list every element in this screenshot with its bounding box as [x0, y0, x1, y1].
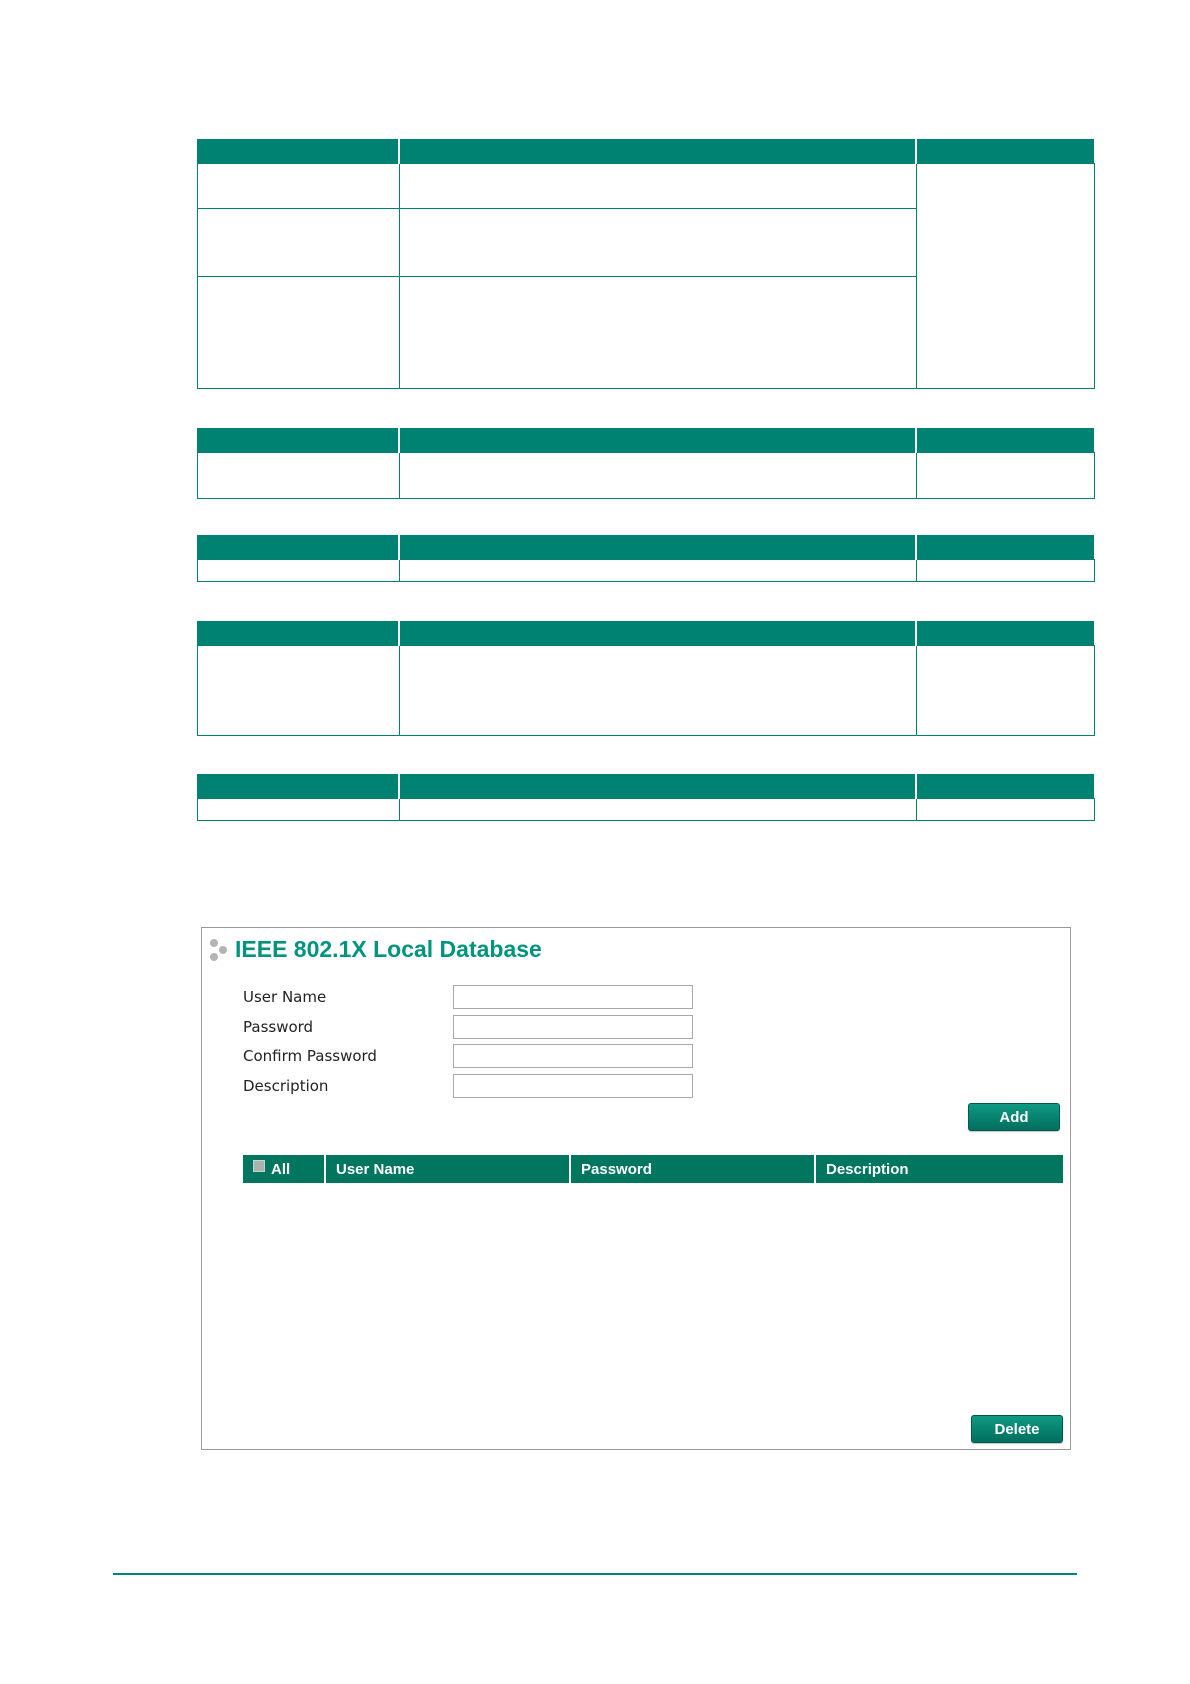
select-all-checkbox[interactable] — [253, 1160, 265, 1172]
local-database-panel — [201, 927, 1071, 1450]
reference-table-1 — [197, 139, 1095, 389]
password-label: Password — [243, 1018, 314, 1036]
panel-title-text: IEEE 802.1X Local Database — [235, 936, 542, 962]
description-column-header: Description — [816, 1155, 1063, 1183]
table-header-row — [198, 428, 1095, 453]
table-row — [198, 560, 1095, 582]
reference-table-3 — [197, 535, 1095, 582]
add-button[interactable]: Add — [968, 1103, 1060, 1131]
password-column-header: Password — [571, 1155, 814, 1183]
table-row — [198, 453, 1095, 499]
description-row — [243, 1074, 713, 1098]
panel-title — [210, 936, 542, 963]
table-header-row — [198, 621, 1095, 646]
confirm-password-input[interactable] — [453, 1044, 693, 1068]
description-label: Description — [243, 1077, 329, 1095]
bullet-dots-icon — [210, 937, 232, 963]
user-name-label: User Name — [243, 988, 327, 1006]
all-label: All — [271, 1160, 291, 1178]
table-row — [198, 646, 1095, 736]
table-header-row — [198, 774, 1095, 799]
user-name-column-header: User Name — [326, 1155, 569, 1183]
table-header-row — [198, 535, 1095, 560]
confirm-password-row — [243, 1044, 713, 1068]
description-input[interactable] — [453, 1074, 693, 1098]
table-row — [198, 799, 1095, 821]
reference-table-5 — [197, 774, 1095, 821]
password-input[interactable] — [453, 1015, 693, 1039]
delete-button[interactable]: Delete — [971, 1415, 1063, 1443]
password-row — [243, 1015, 713, 1039]
table-header-row — [198, 139, 1095, 164]
user-name-input[interactable] — [453, 985, 693, 1009]
select-all-header — [243, 1155, 324, 1183]
footer-divider — [113, 1573, 1077, 1575]
table-row — [198, 164, 1095, 209]
reference-table-2 — [197, 428, 1095, 499]
reference-table-4 — [197, 621, 1095, 736]
confirm-password-label: Confirm Password — [243, 1047, 377, 1065]
account-list-header — [243, 1155, 1063, 1183]
user-name-row — [243, 985, 713, 1009]
